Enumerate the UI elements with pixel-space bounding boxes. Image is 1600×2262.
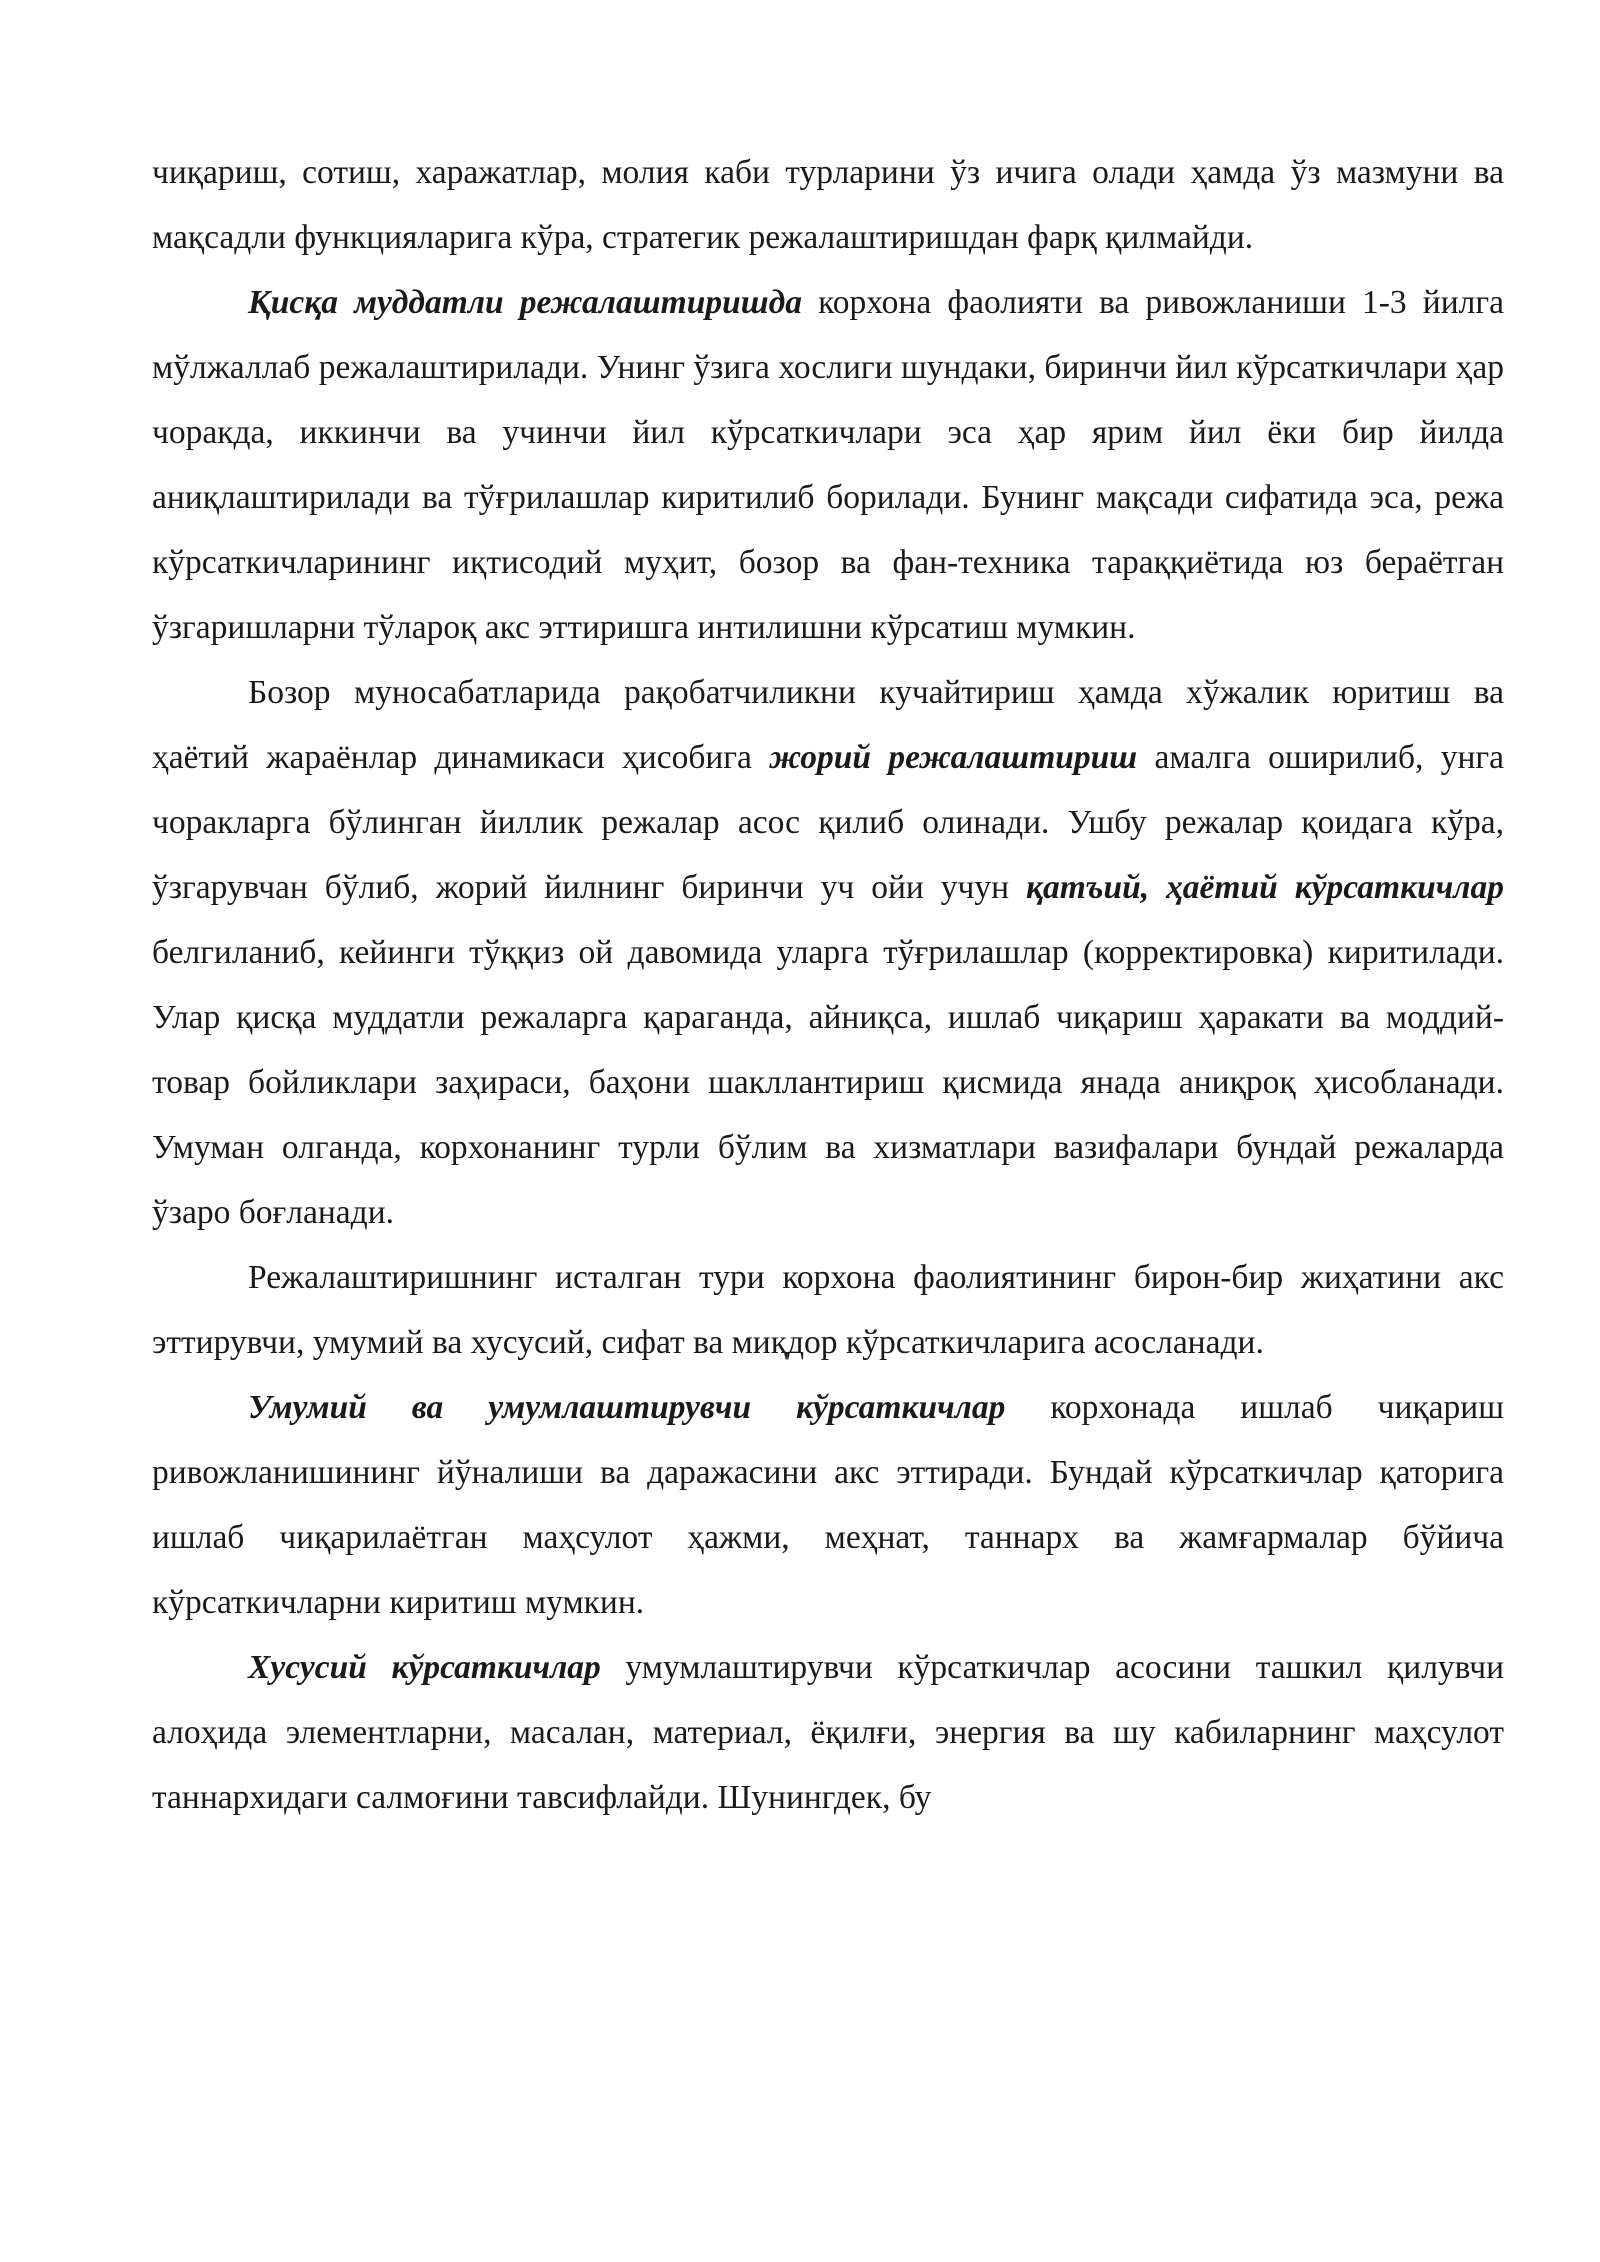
paragraph-text: Режалаштиришнинг исталган тури корхона фаолиятининг бирон-бир жиҳатини акс эттирувчи, умумий ва хусусий, сифат ва миқдор кўрсаткичларига асосланади.: [152, 1259, 1504, 1361]
paragraph-text: чиқариш, сотиш, харажатлар, молия каби турларини ўз ичига олади ҳамда ўз мазмуни ва мақсадли функцияларига кўра, стратегик режалаштиришдан фарқ қилмайди.: [152, 154, 1504, 256]
paragraph-general-indicators: [152, 1375, 1504, 1635]
paragraph-continuation: [152, 140, 1504, 270]
emphasized-term: жорий режалаштириш: [769, 739, 1138, 776]
paragraph-current-planning: [152, 660, 1504, 1245]
emphasized-term: Қисқа муддатли режалаштиришда: [248, 284, 802, 321]
paragraph-text: корхона фаолияти ва ривожланиши 1-3 йилга мўлжаллаб режалаштирилади. Унинг ўзига хослиги шундаки, биринчи йил кўрсаткичлари ҳар чоракда, иккинчи ва учинчи йил кўрсаткичлари эса ҳар ярим йил ёки бир йилда аниқлаштирилади ва тўғрилашлар киритилиб борилади. Бунинг мақсади сифатида эса, режа кўрсаткичларининг иқтисодий муҳит, бозор ва фан-техника тараққиётида юз бераётган ўзгаришларни тўлароқ акс эттиришга интилишни кўрсатиш мумкин.: [152, 284, 1504, 646]
paragraph-short-term-planning: [152, 270, 1504, 660]
emphasized-term: Хусусий кўрсаткичлар: [248, 1649, 601, 1686]
paragraph-text: корхонада ишлаб чиқариш ривожланишининг йўналиши ва даражасини акс эттиради. Бундай кўрсаткичлар қаторига ишлаб чиқарилаётган маҳсулот ҳажми, меҳнат, таннарх ва жамғармалар бўйича кўрсаткичларни киритиш мумкин.: [152, 1389, 1504, 1621]
paragraph-text: Бозор муносабатларида рақобатчиликни кучайтириш ҳамда хўжалик юритиш ва ҳаётий жараёнлар динамикаси ҳисобига: [152, 674, 1504, 776]
paragraph-private-indicators: [152, 1635, 1504, 1830]
emphasized-term: Умумий ва умумлаштирувчи кўрсаткичлар: [248, 1389, 1006, 1426]
paragraph-text: амалга оширилиб, унга чоракларга бўлинган йиллик режалар асос қилиб олинади. Ушбу режалар қоидага кўра, ўзгарувчан бўлиб, жорий йилнинг биринчи уч ойи учун: [152, 739, 1504, 906]
paragraph-text: белгиланиб, кейинги тўққиз ой давомида уларга тўғрилашлар (корректировка) киритилади. Улар қисқа муддатли режаларга қараганда, айниқса, ишлаб чиқариш ҳаракати ва моддий-товар бойликлари заҳираси, баҳони шакллантириш қисмида янада аниқроқ ҳисобланади. Умуман олганда, корхонанинг турли бўлим ва хизматлари вазифалари бундай режаларда ўзаро боғланади.: [152, 934, 1504, 1231]
paragraph-indicators-basis: [152, 1245, 1504, 1375]
emphasized-term: қатъий, ҳаётий кўрсаткичлар: [1026, 869, 1504, 906]
paragraph-text: умумлаштирувчи кўрсаткичлар асосини ташкил қилувчи алоҳида элементларни, масалан, материал, ёқилғи, энергия ва шу кабиларнинг маҳсулот таннархидаги салмоғини тавсифлайди. Шунингдек, бу: [152, 1649, 1504, 1816]
document-page: [152, 140, 1504, 1830]
